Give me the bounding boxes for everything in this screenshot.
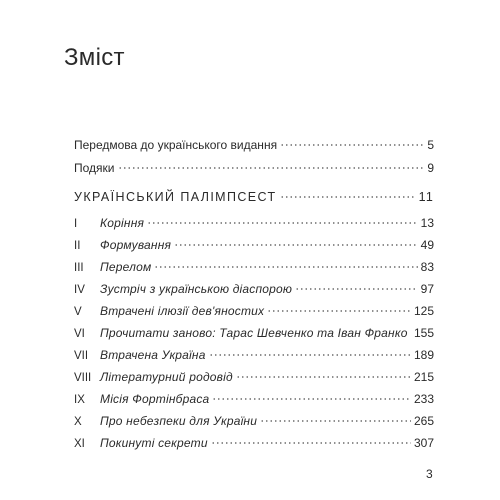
chapter-page: 125 bbox=[413, 304, 434, 318]
dot-leader bbox=[209, 354, 411, 356]
chapter-title: Покинуті секрети bbox=[100, 436, 208, 450]
toc-chapter[interactable] bbox=[74, 432, 434, 454]
toc-chapter[interactable] bbox=[74, 410, 434, 432]
toc-chapter[interactable] bbox=[74, 344, 434, 366]
chapter-page: 215 bbox=[413, 370, 434, 384]
toc-part-label: УКРАЇНСЬКИЙ ПАЛІМПСЕСТ bbox=[74, 190, 277, 204]
toc-part-heading[interactable] bbox=[74, 186, 434, 210]
chapter-page: 49 bbox=[420, 238, 434, 252]
dot-leader bbox=[295, 288, 418, 290]
dot-leader bbox=[147, 222, 418, 224]
chapter-title: Коріння bbox=[100, 216, 145, 230]
dot-leader bbox=[174, 244, 418, 246]
toc-chapter[interactable] bbox=[74, 234, 434, 256]
chapter-page: 307 bbox=[413, 436, 434, 450]
chapter-numeral: III bbox=[74, 262, 84, 274]
toc-chapter[interactable] bbox=[74, 366, 434, 388]
toc-chapter[interactable] bbox=[74, 322, 434, 344]
chapter-page: 97 bbox=[420, 282, 434, 296]
toc-entry-acknowledgements[interactable] bbox=[74, 157, 434, 180]
chapter-numeral: V bbox=[74, 306, 82, 318]
chapter-numeral: II bbox=[74, 240, 81, 252]
toc-chapter[interactable] bbox=[74, 278, 434, 300]
toc-chapter[interactable] bbox=[74, 256, 434, 278]
dot-leader bbox=[280, 196, 416, 198]
dot-leader bbox=[212, 398, 411, 400]
dot-leader bbox=[267, 310, 411, 312]
chapter-title: Прочитати заново: Тарас Шевченко та Іван Франко bbox=[100, 326, 408, 340]
toc-chapter[interactable] bbox=[74, 300, 434, 322]
toc-chapter[interactable] bbox=[74, 212, 434, 234]
chapter-numeral: IV bbox=[74, 284, 85, 296]
chapter-title: Зустріч з українською діаспорою bbox=[100, 282, 293, 296]
chapter-numeral: IX bbox=[74, 394, 85, 406]
dot-leader bbox=[154, 266, 417, 268]
chapter-page: 155 bbox=[413, 326, 434, 340]
chapter-title: Втрачена Україна bbox=[100, 348, 206, 362]
chapter-title: Формування bbox=[100, 238, 172, 252]
dot-leader bbox=[118, 167, 425, 169]
chapter-title: Втрачені ілюзії дев'яностих bbox=[100, 304, 265, 318]
chapter-title: Місія Фортінбраса bbox=[100, 392, 210, 406]
dot-leader bbox=[280, 144, 424, 146]
dot-leader bbox=[236, 376, 411, 378]
chapter-numeral: I bbox=[74, 218, 78, 230]
toc-entry-preface[interactable] bbox=[74, 134, 434, 157]
chapter-title: Про небезпеки для України bbox=[100, 414, 258, 428]
page-title: Зміст bbox=[64, 44, 125, 71]
chapter-page: 189 bbox=[413, 348, 434, 362]
chapter-page: 83 bbox=[420, 260, 434, 274]
toc-entry-label: Подяки bbox=[74, 161, 115, 175]
toc-entry-page: 5 bbox=[427, 138, 434, 152]
chapter-title: Перелом bbox=[100, 260, 152, 274]
toc-entry-page: 9 bbox=[427, 161, 434, 175]
chapter-numeral: VIII bbox=[74, 372, 92, 384]
toc-chapter[interactable] bbox=[74, 388, 434, 410]
dot-leader bbox=[211, 442, 411, 444]
toc-part-page: 11 bbox=[418, 190, 434, 204]
chapter-title: Літературний родовід bbox=[100, 370, 233, 384]
chapter-numeral: VI bbox=[74, 328, 85, 340]
chapter-numeral: X bbox=[74, 416, 82, 428]
dot-leader bbox=[260, 420, 411, 422]
chapter-numeral: VII bbox=[74, 350, 89, 362]
chapter-numeral: XI bbox=[74, 438, 85, 450]
chapter-page: 13 bbox=[420, 216, 434, 230]
page-number: 3 bbox=[426, 467, 433, 481]
chapter-page: 233 bbox=[413, 392, 434, 406]
chapter-page: 265 bbox=[413, 414, 434, 428]
toc-entry-label: Передмова до українського видання bbox=[74, 138, 278, 152]
table-of-contents bbox=[74, 134, 434, 454]
